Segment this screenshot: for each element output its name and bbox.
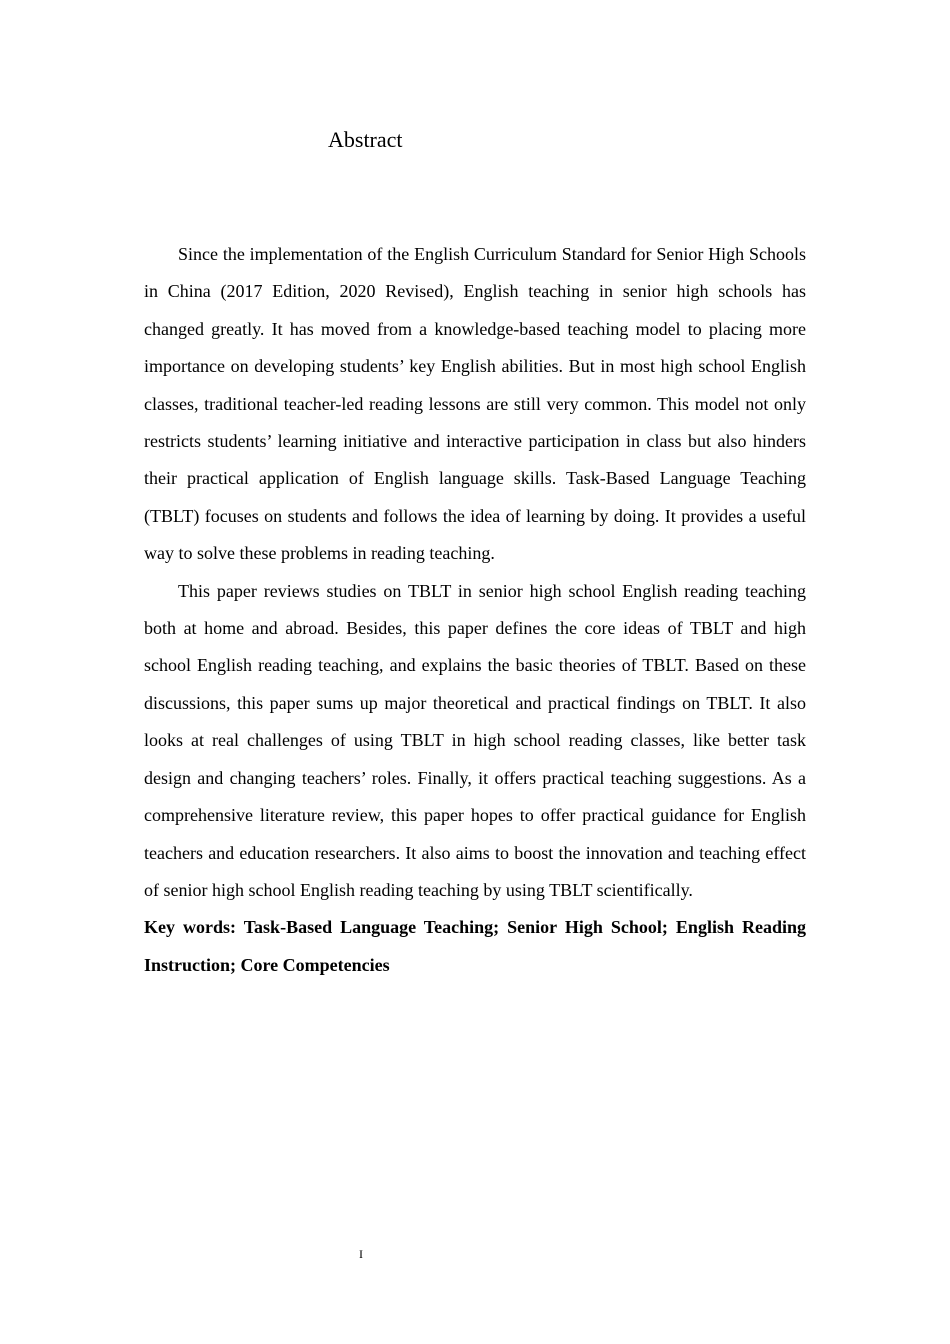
keywords-line: Key words: Task-Based Language Teaching; Senior High School; English Reading Instruction; Core Competencies	[144, 917, 806, 975]
abstract-body	[144, 236, 806, 984]
page-title: Abstract	[328, 127, 403, 152]
page-number: I	[359, 1247, 363, 1261]
abstract-paragraph-1: Since the implementation of the English Curriculum Standard for Senior High Schools in China (2017 Edition, 2020 Revised), English teaching in senior high schools has changed greatly. It has moved from a knowledge-based teaching model to placing more importance on developing students’ key English abilities. But in most high school English classes, traditional teacher-led reading lessons are still very common. This model not only restricts students’ learning initiative and interactive participation in class but also hinders their practical application of English language skills. Task-Based Language Teaching (TBLT) focuses on students and follows the idea of learning by doing. It provides a useful way to solve these problems in reading teaching.	[144, 244, 806, 564]
abstract-paragraph-2: This paper reviews studies on TBLT in senior high school English reading teaching both at home and abroad. Besides, this paper defines the core ideas of TBLT and high school English reading teaching, and explains the basic theories of TBLT. Based on these discussions, this paper sums up major theoretical and practical findings on TBLT. It also looks at real challenges of using TBLT in high school reading classes, like better task design and changing teachers’ roles. Finally, it offers practical teaching suggestions. As a comprehensive literature review, this paper hopes to offer practical guidance for English teachers and education researchers. It also aims to boost the innovation and teaching effect of senior high school English reading teaching by using TBLT scientifically.	[144, 580, 806, 900]
